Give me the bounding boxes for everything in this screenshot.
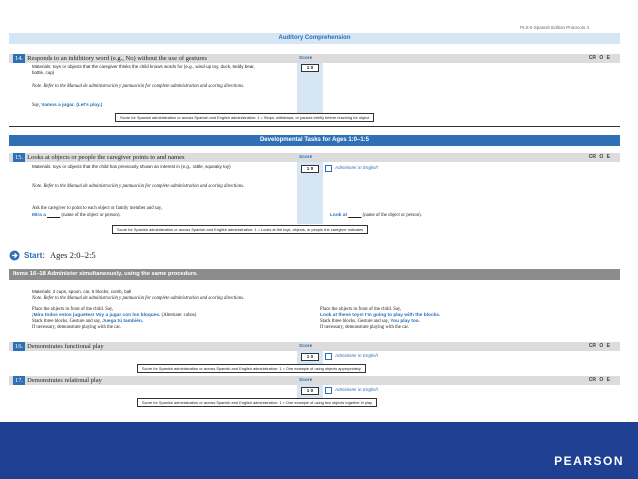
item-title-text: Demonstrates functional play bbox=[27, 343, 104, 350]
administer-english-label: Administer in English bbox=[335, 353, 378, 358]
score-label: Score bbox=[299, 378, 313, 383]
item-16-score-rule: Score for Spanish administration or across Spanish and English administration: 1 = One example of using objects appropriately bbox=[137, 364, 366, 373]
pearson-logo: PEARSON bbox=[554, 454, 624, 468]
item-17-row bbox=[9, 376, 620, 385]
start-label: Start: bbox=[24, 251, 45, 260]
items-note: Note. Refer to the Manual de administración y puntuación for complete administration and scoring directions. bbox=[32, 296, 245, 301]
item-14-row bbox=[9, 54, 620, 63]
score-box[interactable]: 1 0 bbox=[301, 165, 319, 173]
look-rest: (name of the object or person). bbox=[362, 213, 422, 218]
administer-english-checkbox[interactable] bbox=[325, 353, 332, 360]
item-15-mira bbox=[32, 213, 121, 219]
item-17-score-rule: Score for Spanish administration or across Spanish and English administration: 1 = One example of using two objects together in play bbox=[137, 398, 377, 407]
running-header: PLS-5 Spanish Edition Protocolo 4 bbox=[520, 25, 590, 30]
item-17-title bbox=[13, 376, 102, 385]
score-label: Score bbox=[299, 344, 313, 349]
item-15-materials: Materials: toys or objects that the child has previously shown an interest in (e.g., rattle, squeaky toy) bbox=[32, 164, 231, 169]
left-alternate: (Alternate: cubos) bbox=[161, 313, 197, 318]
score-box[interactable]: 1 0 bbox=[301, 64, 319, 72]
item-15-ask: Ask the caregiver to point to each object or family member and say, bbox=[32, 206, 163, 211]
administer-english-checkbox[interactable] bbox=[325, 165, 332, 172]
right-line-1: Place the objects in front of the child. Say, bbox=[320, 307, 402, 312]
cro-options[interactable]: CR O E bbox=[588, 154, 610, 160]
right-instructions bbox=[320, 307, 580, 331]
right-english-play: You play too. bbox=[390, 319, 421, 324]
item-14-score-rule: Score for Spanish administration or across Spanish and English administration: 1 = Stops, withdraws, or pauses briefly before reaching for object bbox=[115, 113, 374, 122]
divider bbox=[9, 126, 620, 127]
section-header-auditory bbox=[9, 33, 620, 44]
item-title-text: Responds to an inhibitory word (e.g., No) without the use of gestures bbox=[27, 55, 207, 62]
item-16-row bbox=[9, 342, 620, 351]
section-header-dev bbox=[9, 135, 620, 146]
mira-rest: (name of the object or person). bbox=[61, 213, 121, 218]
item-title-text: Demonstrates relational play bbox=[27, 377, 102, 384]
cro-options[interactable]: CR O E bbox=[588, 55, 610, 61]
item-14-materials: Materials: toys or objects that the caregiver thinks the child knows words for (e.g., wind-up toy, duck, teddy bear, bottle, cup) bbox=[32, 64, 255, 75]
item-14-title bbox=[13, 54, 207, 63]
say-spanish: Vamos a jugar. (Let's play.) bbox=[41, 103, 103, 108]
item-14-say bbox=[32, 103, 102, 109]
start-ages: Ages 2:0–2:5 bbox=[50, 250, 96, 260]
items-16-18-bar bbox=[9, 269, 620, 280]
left-line-4: If necessary, demonstrate playing with the car. bbox=[32, 325, 121, 330]
item-title-text: Looks at objects or people the caregiver points to and names bbox=[27, 154, 185, 161]
section-title: Developmental Tasks for Ages 1:0–1:5 bbox=[259, 137, 370, 143]
item-14-note: Note. Refer to the Manual de administración y puntuación for complete administration and scoring directions. bbox=[32, 84, 245, 89]
cro-options[interactable]: CR O E bbox=[588, 377, 610, 383]
cro-options[interactable]: CR O E bbox=[588, 343, 610, 349]
item-15-score-rule: Score for Spanish administration or across Spanish and English administration: 1 = Looks at the toys, objects, or people the caregiver indicates bbox=[112, 225, 368, 234]
item-number: 15. bbox=[15, 154, 24, 161]
left-line-1: Place the objects in front of the child. Say, bbox=[32, 307, 114, 312]
say-prefix: Say, bbox=[32, 103, 41, 108]
item-16-title bbox=[13, 342, 104, 351]
section-title: Auditory Comprehension bbox=[278, 35, 351, 41]
score-box[interactable]: 1 0 bbox=[301, 353, 319, 361]
score-box[interactable]: 1 0 bbox=[301, 387, 319, 395]
item-15-title bbox=[13, 153, 185, 162]
item-15-note: Note. Refer to the Manual de administración y puntuación for complete administration and scoring directions. bbox=[32, 184, 245, 189]
look-text: Look at bbox=[330, 213, 348, 218]
administer-english-label: Administer in English bbox=[335, 165, 378, 170]
items-bar-text: Items 16–18 Administer simultaneously, using the same procedure. bbox=[13, 271, 198, 277]
right-line-4: If necessary, demonstrate playing with the car. bbox=[320, 325, 409, 330]
item-15-row bbox=[9, 153, 620, 162]
items-materials: Materials: 2 cups, spoon, car, 6 blocks, comb, ball bbox=[32, 289, 132, 294]
right-english: Look at these toys! I'm going to play with the blocks. bbox=[320, 313, 441, 318]
item-15-look bbox=[330, 213, 422, 219]
mira-text: Mira a bbox=[32, 213, 46, 218]
footer-bar bbox=[0, 422, 638, 479]
item-number: 14. bbox=[15, 55, 24, 62]
left-stack: Stack three blocks. Gesture and say, bbox=[32, 319, 102, 324]
item-number: 16. bbox=[15, 343, 24, 350]
score-label: Score bbox=[299, 56, 313, 61]
item-number: 17. bbox=[15, 377, 24, 384]
score-label: Score bbox=[299, 155, 313, 160]
left-spanish-play: Juega tú también. bbox=[102, 319, 144, 324]
left-spanish: ¡Mira todos estos juguetes! Voy a jugar con los bloques. bbox=[32, 313, 161, 318]
start-arrow-icon bbox=[9, 250, 20, 261]
right-stack: Stack three blocks. Gesture and say, bbox=[320, 319, 390, 324]
administer-english-checkbox[interactable] bbox=[325, 387, 332, 394]
left-instructions bbox=[32, 307, 292, 331]
administer-english-label: Administer in English bbox=[335, 387, 378, 392]
